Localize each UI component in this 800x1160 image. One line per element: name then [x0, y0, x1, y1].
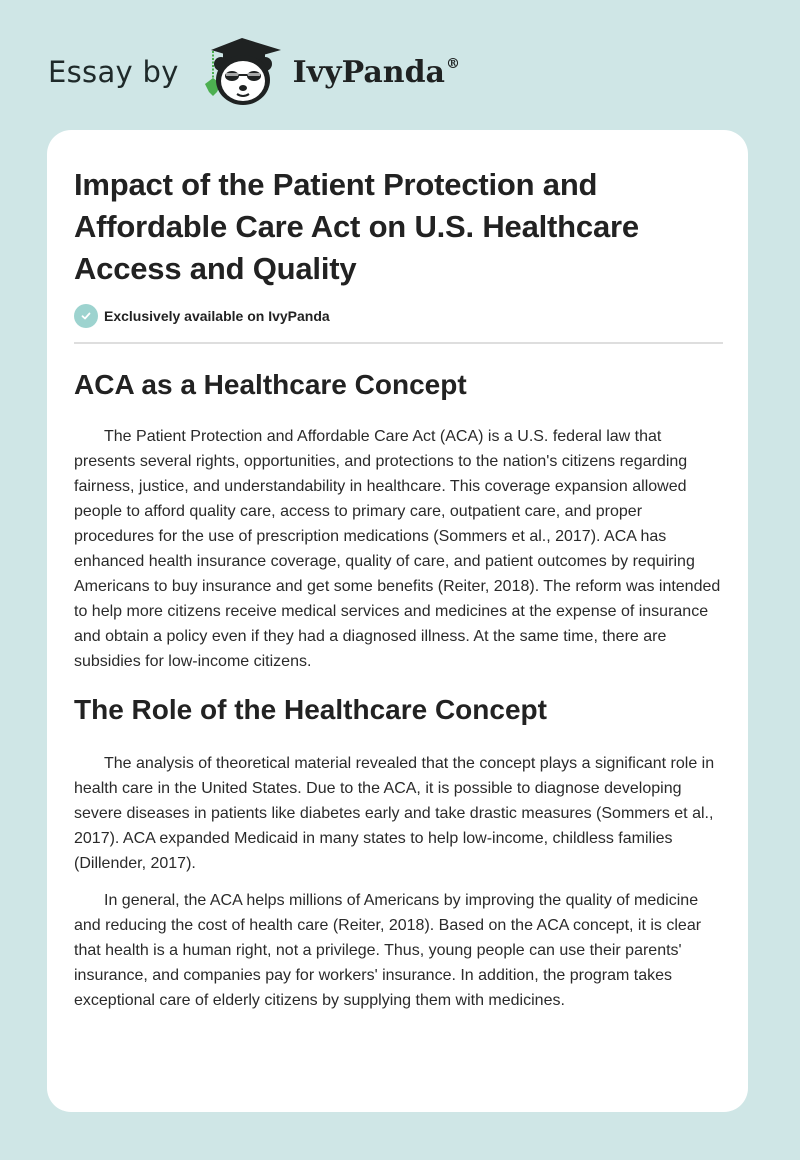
brand-name: IvyPanda® [292, 54, 460, 90]
brand-prefix: Essay by [48, 55, 179, 89]
badge-text: Exclusively available on IvyPanda [104, 308, 330, 324]
section-heading: The Role of the Healthcare Concept [74, 694, 547, 725]
exclusive-badge [74, 304, 723, 328]
check-circle-icon [74, 304, 98, 328]
paragraph: In general, the ACA helps millions of Americans by improving the quality of medicine and reducing the cost of health care (Reiter, 2018). Based on the ACA concept, it is clear that health is a human right, not a privilege. Thus, young people can use their parents' insurance, and companies pay for workers' insurance. In addition, the program takes exceptional care of elderly citizens by supplying them with medicines. [74, 892, 702, 1009]
page-title: Impact of the Patient Protection and Affordable Care Act on U.S. Healthcare Access and Quality [74, 167, 639, 286]
divider [74, 342, 723, 344]
section-heading: ACA as a Healthcare Concept [74, 369, 467, 400]
paragraph: The Patient Protection and Affordable Care Act (ACA) is a U.S. federal law that presents several rights, opportunities, and protections to the nation's citizens regarding fairness, justice, and understandability in healthcare. This coverage expansion allowed people to afford quality care, access to primary care, outpatient care, and proper procedures for the use of prescription medications (Sommers et al., 2017). ACA has enhanced health insurance coverage, quality of care, and patient outcomes by requiring Americans to buy insurance and get some benefits (Reiter, 2018). The reform was intended to help more citizens receive medical services and medicines at the expense of insurance and obtain a policy even if they had a diagnosed illness. At the same time, there are subsidies for low-income citizens. [74, 428, 721, 670]
panda-logo-icon[interactable] [199, 34, 285, 110]
brand-header [48, 34, 460, 110]
essay-card [47, 130, 748, 1112]
paragraph: The analysis of theoretical material revealed that the concept plays a significant role in health care in the United States. Due to the ACA, it is possible to diagnose developing severe diseases in patients like diabetes early and take drastic measures (Sommers et al., 2017). ACA expanded Medicaid in many states to help low-income, childless families (Dillender, 2017). [74, 755, 715, 872]
